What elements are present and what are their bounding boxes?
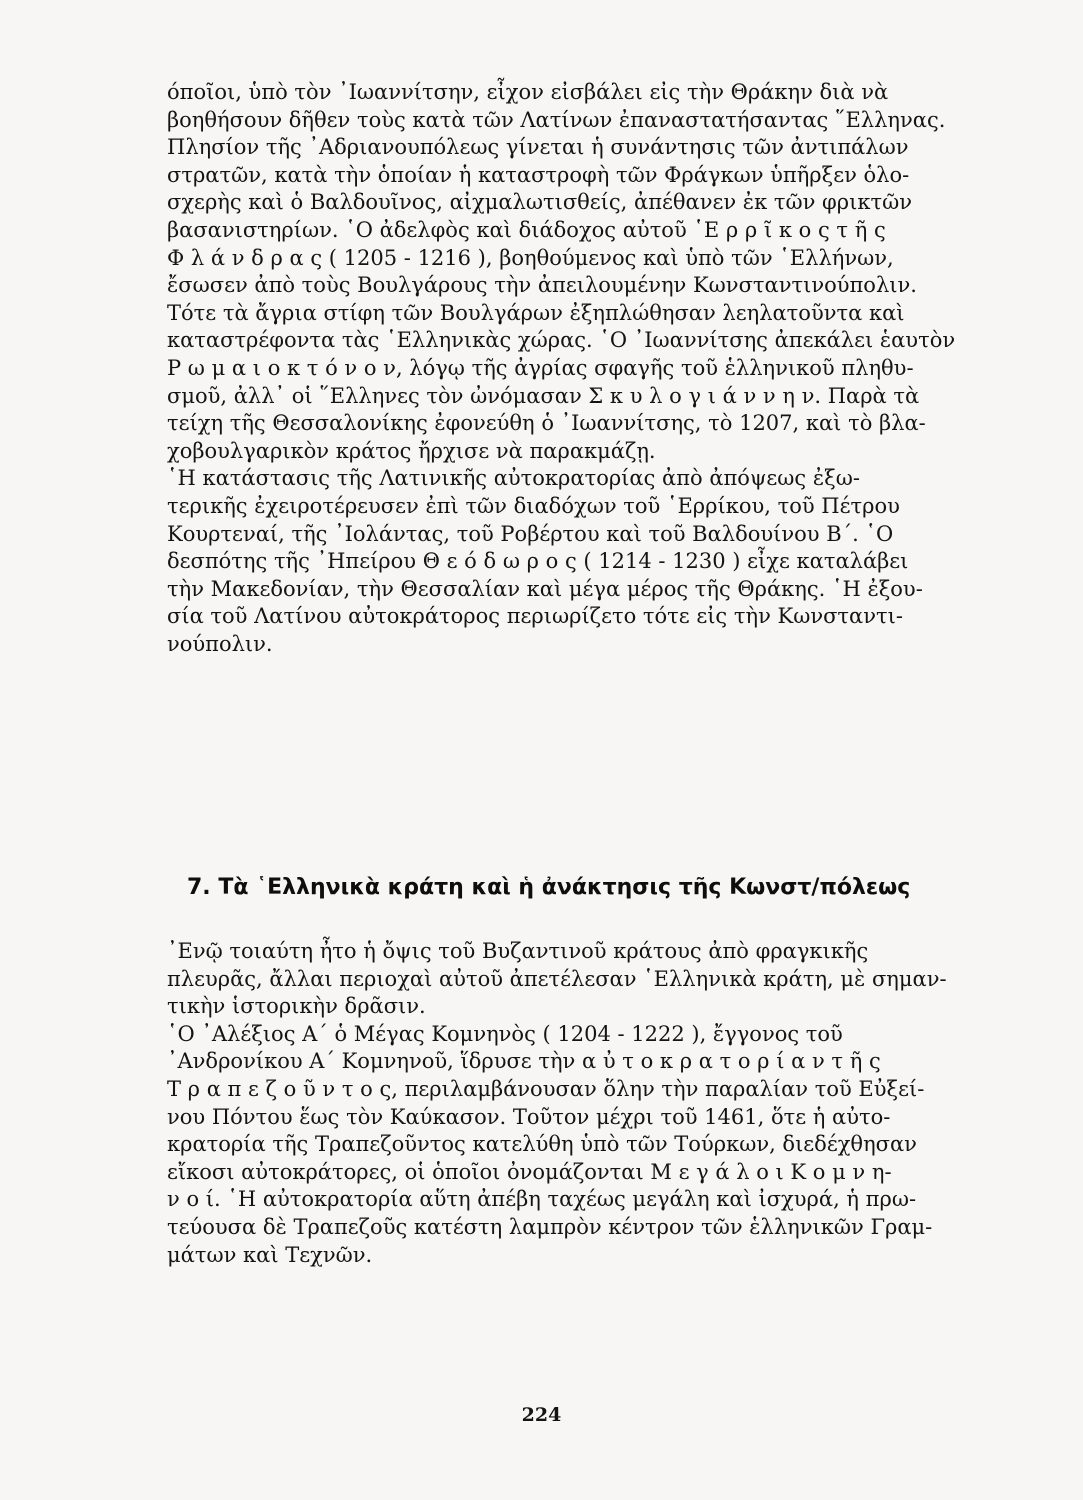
text-line: Πλησίον τῆς ᾿Αδριανουπόλεως γίνεται ἡ συνάντησις τῶν ἀντιπάλων <box>167 135 909 160</box>
body-text-bottom <box>167 938 1029 1269</box>
text-line: βασανιστηρίων. ῾Ο ἀδελφὸς καὶ διάδοχος αὐτοῦ ῾Ε ρ ρ ῖ κ ο ς τ ῆ ς <box>167 217 886 242</box>
text-line: νούπολιν. <box>167 631 273 656</box>
text-line: τερικῆς ἐχειροτέρευσεν ἐπὶ τῶν διαδόχων τοῦ ῾Ερρίκου, τοῦ Πέτρου <box>167 493 900 518</box>
text-line: ῾Η κατάστασις τῆς Λατινικῆς αὐτοκρατορίας ἀπὸ ἀπόψεως ἐξω- <box>167 466 860 491</box>
text-line: ᾿Ανδρονίκου Α΄ Κομνηνοῦ, ἵδρυσε τὴν α ὐ τ ο κ ρ α τ ο ρ ί α ν τ ῆ ς <box>167 1049 881 1074</box>
text-line: τεύουσα δὲ Τραπεζοῦς κατέστη λαμπρὸν κέντρον τῶν ἑλληνικῶν Γραμ- <box>167 1214 933 1239</box>
text-line: πλευρᾶς, ἄλλαι περιοχαὶ αὐτοῦ ἀπετέλεσαν ῾Ελληνικὰ κράτη, μὲ σημαν- <box>167 966 947 991</box>
section-heading: 7. Τὰ ῾Ελληνικὰ κράτη καὶ ἡ ἀνάκτησις τῆς Κωνστ/πόλεως <box>187 875 911 900</box>
text-line: ἔσωσεν ἀπὸ τοὺς Βουλγάρους τὴν ἀπειλουμένην Κωνσταντινούπολιν. <box>167 273 917 298</box>
text-line: ῾Ο ᾿Αλέξιος Α΄ ὁ Μέγας Κομνηνὸς ( 1204 - 1222 ), ἔγγονος τοῦ <box>167 1021 843 1046</box>
text-line: Τότε τὰ ἄγρια στίφη τῶν Βουλγάρων ἐξηπλώθησαν λεηλατοῦντα καὶ <box>167 300 905 325</box>
text-line: τείχη τῆς Θεσσαλονίκης ἐφονεύθη ὁ ᾿Ιωαννίτσης, τὸ 1207, καὶ τὸ βλα- <box>167 411 926 436</box>
text-line: χοβουλγαρικὸν κράτος ἤρχισε νὰ παρακμάζῃ. <box>167 438 656 463</box>
text-line: νου Πόντου ἕως τὸν Καύκασον. Τοῦτον μέχρι τοῦ 1461, ὅτε ἡ αὐτο- <box>167 1104 891 1129</box>
text-line: ᾿Ενῷ τοιαύτη ἦτο ἡ ὄψις τοῦ Βυζαντινοῦ κράτους ἀπὸ φραγκικῆς <box>167 939 869 963</box>
text-line: εἴκοσι αὐτοκράτορες, οἱ ὁποῖοι ὀνομάζονται Μ ε γ ά λ ο ι Κ ο μ ν η- <box>167 1159 892 1184</box>
text-line: στρατῶν, κατὰ τὴν ὁποίαν ἡ καταστροφὴ τῶν Φράγκων ὑπῆρξεν ὁλο- <box>167 162 910 187</box>
text-line: Φ λ ά ν δ ρ α ς ( 1205 - 1216 ), βοηθούμενος καὶ ὑπὸ τῶν ῾Ελλήνων, <box>167 245 894 270</box>
text-line: σία τοῦ Λατίνου αὐτοκράτορος περιωρίζετο τότε εἰς τὴν Κωνσταντι- <box>167 604 903 629</box>
text-line: σμοῦ, ἀλλ᾿ οἱ ῞Ελληνες τὸν ὠνόμασαν Σ κ υ λ ο γ ι ά ν ν η ν. Παρὰ τὰ <box>167 383 920 408</box>
page-number: 224 <box>521 1404 562 1426</box>
text-line: βοηθήσουν δῆθεν τοὺς κατὰ τῶν Λατίνων ἐπαναστατήσαντας ῞Ελληνας. <box>167 107 946 132</box>
text-line: σχερὴς καὶ ὁ Βαλδουῖνος, αἰχμαλωτισθείς, ἀπέθανεν ἐκ τῶν φρικτῶν <box>167 190 912 215</box>
text-line: Κουρτεναί, τῆς ᾿Ιολάντας, τοῦ Ροβέρτου καὶ τοῦ Βαλδουίνου Β΄. ῾Ο <box>167 521 894 546</box>
text-line: ν ο ί. ῾Η αὐτοκρατορία αὕτη ἀπέβη ταχέως μεγάλη καὶ ἰσχυρά, ἡ πρω- <box>167 1187 917 1212</box>
text-line: όποῖοι, ὑπὸ τὸν ᾿Ιωαννίτσην, εἶχον εἰσβάλει εἰς τὴν Θράκην διὰ νὰ <box>167 80 889 104</box>
text-line: κρατορία τῆς Τραπεζοῦντος κατελύθη ὑπὸ τῶν Τούρκων, διεδέχθησαν <box>167 1132 917 1157</box>
text-line: Τ ρ α π ε ζ ο ῦ ν τ ο ς, περιλαμβάνουσαν ὅλην τὴν παραλίαν τοῦ Εὐξεί- <box>167 1076 925 1101</box>
text-line: μάτων καὶ Τεχνῶν. <box>167 1242 373 1267</box>
text-line: τὴν Μακεδονίαν, τὴν Θεσσαλίαν καὶ μέγα μέρος τῆς Θράκης. ῾Η ἐξου- <box>167 576 923 601</box>
text-line: τικὴν ἱστορικὴν δρᾶσιν. <box>167 994 426 1019</box>
text-line: καταστρέφοντα τὰς ῾Ελληνικὰς χώρας. ῾Ο ᾿Ιωαννίτσης ἀπεκάλει ἑαυτὸν <box>167 328 956 353</box>
text-line: δεσπότης τῆς ᾿Ηπείρου Θ ε ό δ ω ρ ο ς ( 1214 - 1230 ) εἶχε καταλάβει <box>167 549 909 574</box>
body-text-top <box>167 79 1029 658</box>
text-line: Ρ ω μ α ι ο κ τ ό ν ο ν, λόγῳ τῆς ἀγρίας σφαγῆς τοῦ ἑλληνικοῦ πληθυ- <box>167 355 914 380</box>
